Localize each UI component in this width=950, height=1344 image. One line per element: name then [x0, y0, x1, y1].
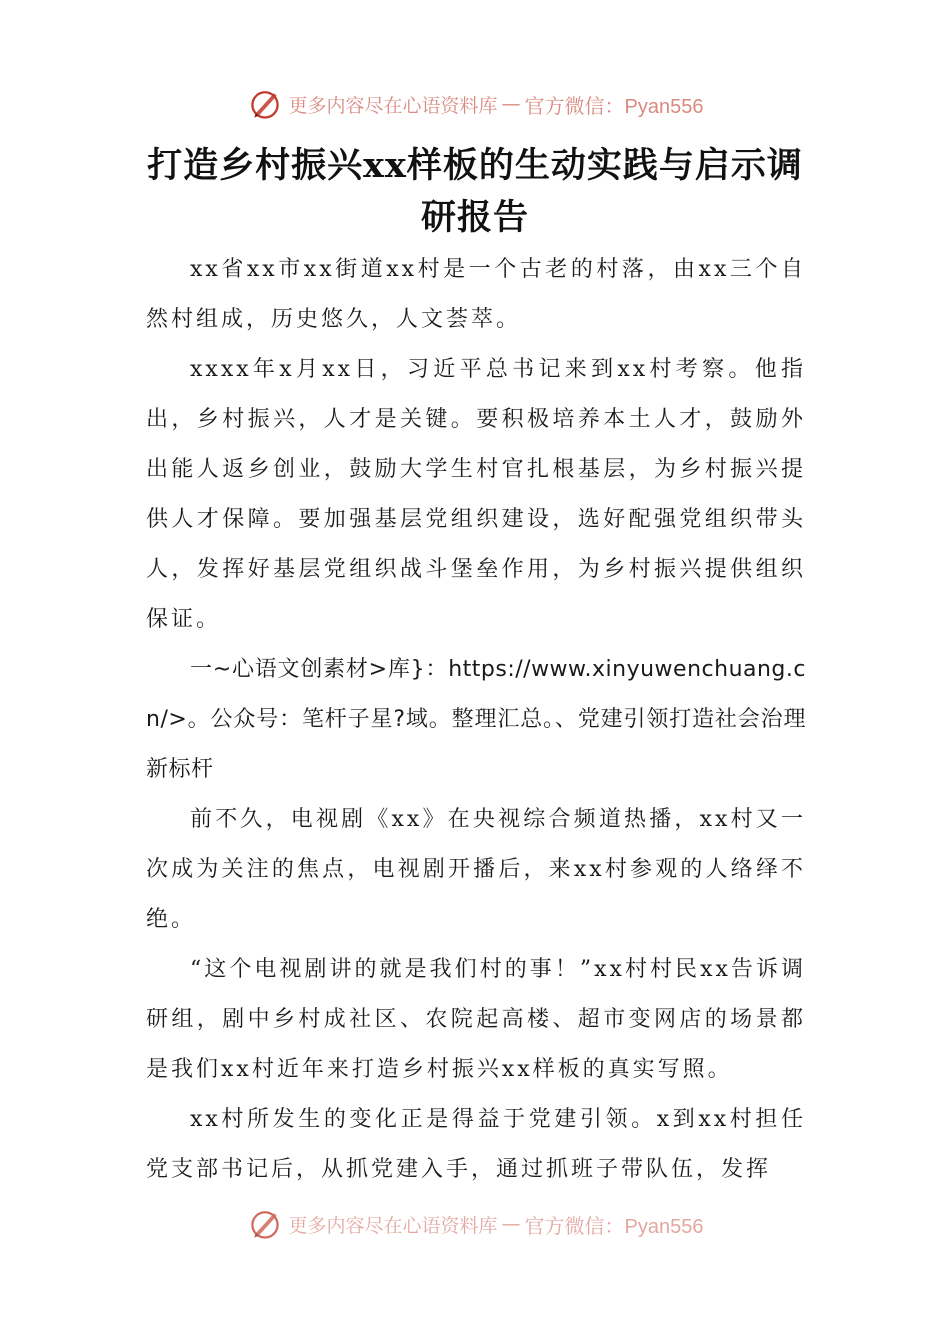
pen-logo-icon: [247, 86, 283, 122]
header-watermark: [0, 82, 950, 126]
body-paragraph: xx省xx市xx街道xx村是一个古老的村落，由xx三个自然村组成，历史悠久，人文荟萃。: [146, 257, 806, 332]
watermark-text: 更多内容尽在心语资料库: [288, 94, 498, 117]
watermark-wechat: 官方微信：Pyan556: [524, 95, 704, 118]
pen-logo-icon: [247, 1206, 283, 1242]
body-paragraph: xxxx年x月xx日，习近平总书记来到xx村考察。他指出，乡村振兴，人才是关键。要积极培养本土人才，鼓励外出能人返乡创业，鼓励大学生村官扎根基层，为乡村振兴提供人才保障。要加强基层党组织建设，选好配强党组织带头人，发挥好基层党组织战斗堡垒作用，为乡村振兴提供组织保证。: [146, 357, 806, 632]
body-paragraph: xx村所发生的变化正是得益于党建引领。x到xx村担任党支部书记后，从抓党建入手，通过抓班子带队伍，发挥: [146, 1107, 806, 1182]
document-title: 打造乡村振兴xx样板的生动实践与启示调研报告: [147, 145, 803, 238]
body-paragraph: 前不久，电视剧《xx》在央视综合频道热播，xx村又一次成为关注的焦点，电视剧开播后，来xx村参观的人络绎不绝。: [146, 807, 806, 932]
watermark-separator: —: [501, 93, 521, 115]
watermark-text: 更多内容尽在心语资料库: [288, 1214, 498, 1237]
footer-watermark: [0, 1202, 950, 1246]
section-heading: 一~心语文创素材>库}：https://www.xinyuwenchuang.cn/>。公众号：笔杆子星?域。整理汇总。、党建引领打造社会治理新标杆: [146, 657, 806, 782]
watermark-wechat: 官方微信：Pyan556: [524, 1215, 704, 1238]
document-body: [146, 245, 806, 1195]
watermark-separator: —: [501, 1213, 521, 1235]
body-paragraph: “这个电视剧讲的就是我们村的事！”xx村村民xx告诉调研组，剧中乡村成社区、农院起高楼、超市变网店的场景都是我们xx村近年来打造乡村振兴xx样板的真实写照。: [146, 957, 806, 1082]
